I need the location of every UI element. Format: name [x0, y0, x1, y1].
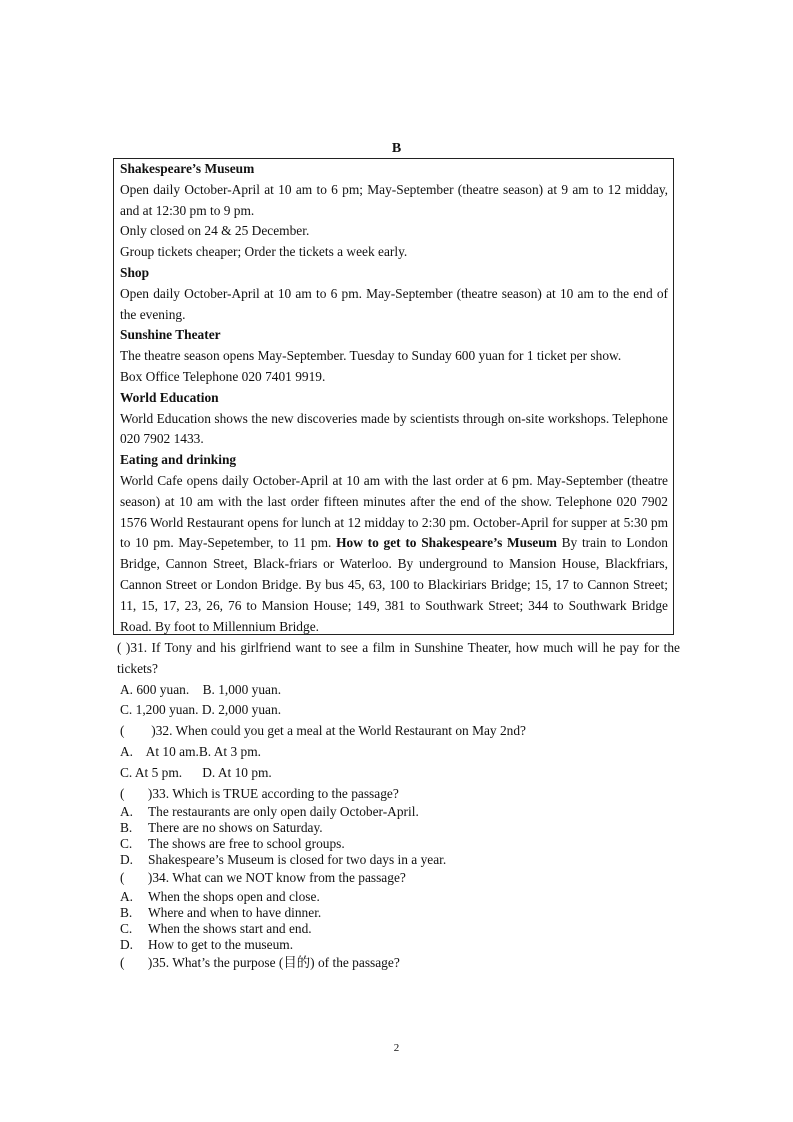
option-letter: B. [120, 820, 133, 836]
q32-options-line-1: A. At 10 am.B. At 3 pm. [120, 743, 261, 759]
museum-closed: Only closed on 24 & 25 December. [120, 223, 310, 239]
question-31: ( )31. If Tony and his girlfriend want to see a film in Sunshine Theater, how much will he pay for the tickets? [117, 640, 680, 676]
option-text: When the shows start and end. [148, 921, 312, 937]
question-32: ( )32. When could you get a meal at the World Restaurant on May 2nd? [120, 723, 526, 739]
eating-body: World Cafe opens daily October-April at 10 am with the last order at 6 pm. May-September (theatre season) at 10 am with the last order fifteen minutes after the end of the show. Telephone 020 7902 1576 World Restaurant opens for lunch at 12 midday to 2:30 pm. October-April for supper at 5:30 pm to 10 pm. May-Sepetember, to 11 pm. [120, 472, 668, 551]
option-letter: A. [120, 889, 134, 905]
q31-options-line-1: A. 600 yuan. B. 1,000 yuan. [120, 681, 282, 697]
eating-text [120, 471, 668, 637]
option-letter: C. [120, 836, 133, 852]
questions [117, 638, 680, 974]
option-letter: D. [120, 852, 134, 868]
option-text: Where and when to have dinner. [148, 905, 322, 921]
page-number: 2 [393, 1042, 400, 1054]
option-letter: B. [120, 905, 133, 921]
option-text: How to get to the museum. [148, 937, 294, 953]
q33-option-a [120, 804, 680, 820]
directions-text: By train to London Bridge, Cannon Street, Black-friars or Waterloo. By underground to Mansion House, Blackfriars, Cannon Street or London Bridge. By bus 45, 63, 100 to Blackiriars Bridge; 15, 17 to Cannon Street; 11, 15, 17, 23, 26, 76 to Mansion House; 149, 381 to Southwark Street; 344 to Southwark Bridge Road. By foot to Millennium Bridge. [120, 535, 668, 634]
section-letter: B [391, 141, 402, 156]
q34-option-a [120, 889, 680, 905]
museum-heading: Shakespeare’s Museum [120, 161, 255, 176]
shop-hours: Open daily October-April at 10 am to 6 pm. May-September (theatre season) at 10 am to the end of the evening. [120, 285, 668, 322]
q33-option-d [120, 852, 680, 868]
q33-option-b [120, 820, 680, 836]
q34-option-c [120, 921, 680, 937]
passage-box [113, 158, 674, 635]
q32-options-line-2: C. At 5 pm. D. At 10 pm. [120, 764, 272, 780]
option-text: Shakespeare’s Museum is closed for two days in a year. [148, 852, 447, 868]
option-text: The restaurants are only open daily October-April. [148, 804, 419, 820]
directions-heading: How to get to Shakespeare’s Museum [336, 535, 557, 551]
q33-option-c [120, 836, 680, 852]
q31-options-line-2: C. 1,200 yuan. D. 2,000 yuan. [120, 702, 282, 718]
q34-option-d [120, 937, 680, 953]
question-35: ( )35. What’s the purpose (目的) of the passage? [120, 955, 400, 971]
option-text: There are no shows on Saturday. [148, 820, 323, 836]
question-33: ( )33. Which is TRUE according to the passage? [120, 785, 399, 801]
museum-hours: Open daily October-April at 10 am to 6 pm; May-September (theatre season) at 9 am to 12 midday, and at 12:30 pm to 9 pm. [120, 181, 668, 218]
education-heading: World Education [120, 389, 219, 405]
shop-heading: Shop [120, 264, 150, 280]
option-text: When the shops open and close. [148, 889, 320, 905]
option-letter: A. [120, 804, 134, 820]
theater-season: The theatre season opens May-September. Tuesday to Sunday 600 yuan for 1 ticket per show. [120, 348, 622, 364]
q34-option-b [120, 905, 680, 921]
question-34: ( )34. What can we NOT know from the passage? [120, 870, 406, 886]
theater-heading: Sunshine Theater [120, 327, 221, 343]
eating-heading: Eating and drinking [120, 452, 237, 468]
education-text: World Education shows the new discoveries made by scientists through on-site workshops. Telephone 020 7902 1433. [120, 410, 668, 447]
theater-phone: Box Office Telephone 020 7401 9919. [120, 368, 326, 384]
option-text: The shows are free to school groups. [148, 836, 345, 852]
option-letter: D. [120, 937, 134, 953]
museum-tickets: Group tickets cheaper; Order the tickets a week early. [120, 244, 408, 260]
option-letter: C. [120, 921, 133, 937]
